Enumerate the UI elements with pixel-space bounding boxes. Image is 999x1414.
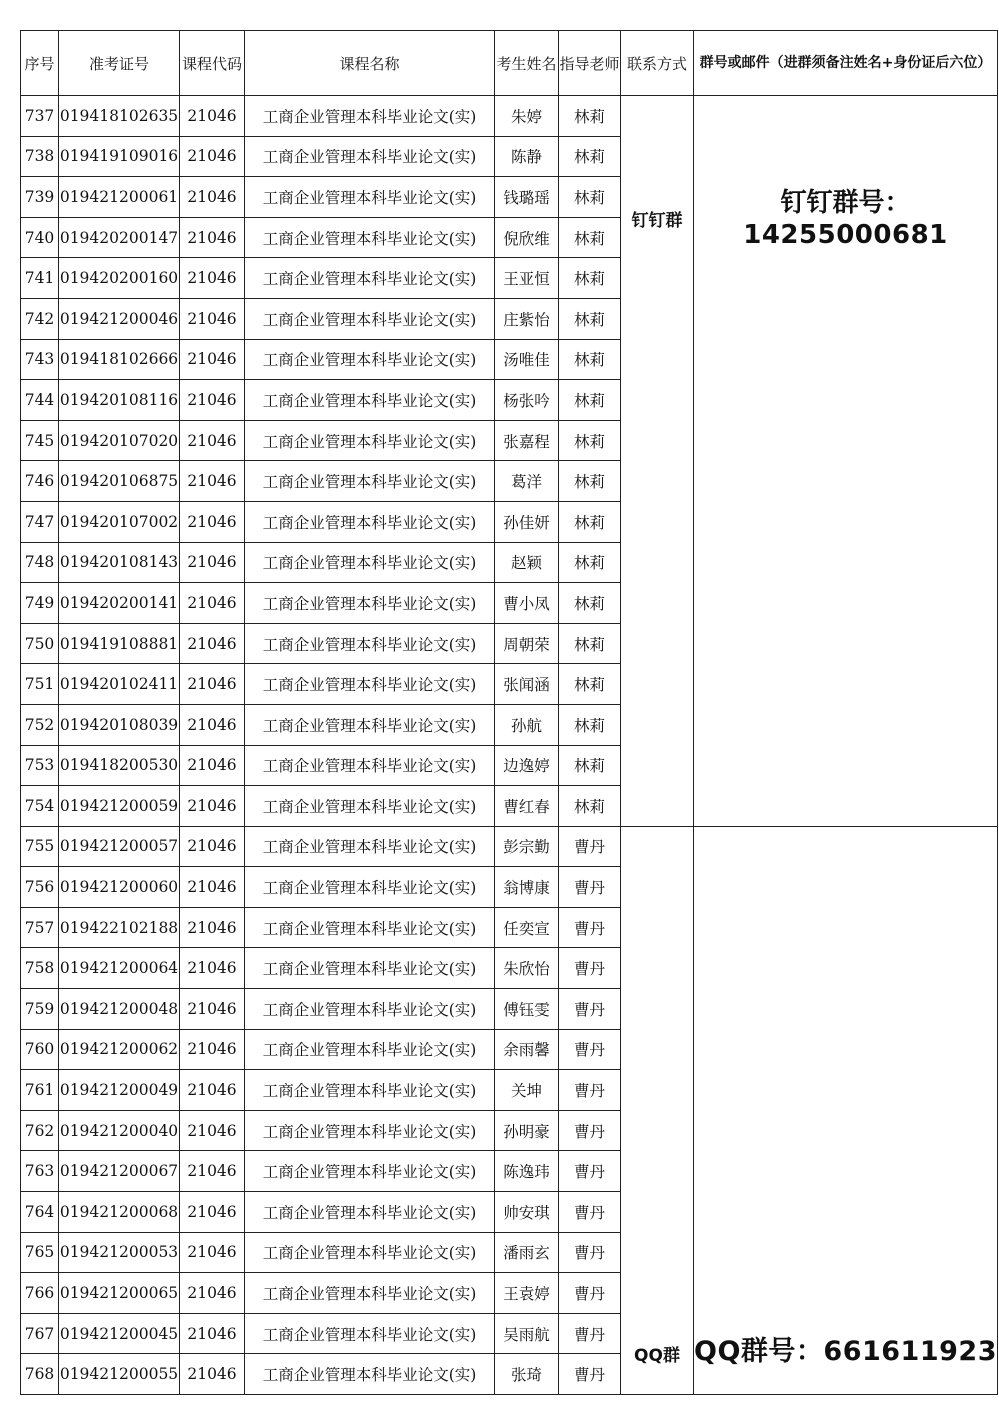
course-code-cell: 21046 <box>180 177 245 218</box>
course-name-cell: 工商企业管理本科毕业论文(实) <box>245 1354 495 1395</box>
course-code-cell: 21046 <box>180 786 245 827</box>
course-name-cell: 工商企业管理本科毕业论文(实) <box>245 258 495 299</box>
seq-cell: 759 <box>21 989 59 1030</box>
course-code-cell: 21046 <box>180 704 245 745</box>
advisor-cell: 林莉 <box>559 501 621 542</box>
advisor-cell: 林莉 <box>559 258 621 299</box>
course-name-cell: 工商企业管理本科毕业论文(实) <box>245 461 495 502</box>
course-name-cell: 工商企业管理本科毕业论文(实) <box>245 420 495 461</box>
course-code-cell: 21046 <box>180 583 245 624</box>
qq-group-number: 661611923 <box>823 1336 997 1367</box>
advisor-cell: 林莉 <box>559 96 621 137</box>
advisor-cell: 曹丹 <box>559 907 621 948</box>
exam-no-cell: 019421200055 <box>59 1354 180 1395</box>
course-name-cell: 工商企业管理本科毕业论文(实) <box>245 989 495 1030</box>
course-name-cell: 工商企业管理本科毕业论文(实) <box>245 1029 495 1070</box>
exam-no-cell: 019421200061 <box>59 177 180 218</box>
seq-cell: 750 <box>21 623 59 664</box>
student-name-cell: 曹红春 <box>495 786 559 827</box>
advisor-cell: 林莉 <box>559 380 621 421</box>
course-name-cell: 工商企业管理本科毕业论文(实) <box>245 1313 495 1354</box>
course-code-cell: 21046 <box>180 1110 245 1151</box>
student-name-cell: 关坤 <box>495 1070 559 1111</box>
student-name-cell: 孙航 <box>495 704 559 745</box>
seq-cell: 739 <box>21 177 59 218</box>
exam-no-cell: 019420106875 <box>59 461 180 502</box>
advisor-cell: 林莉 <box>559 704 621 745</box>
course-code-cell: 21046 <box>180 1273 245 1314</box>
header-seq: 序号 <box>21 31 59 96</box>
course-name-cell: 工商企业管理本科毕业论文(实) <box>245 704 495 745</box>
advisor-cell: 林莉 <box>559 745 621 786</box>
advisor-cell: 曹丹 <box>559 1029 621 1070</box>
advisor-cell: 林莉 <box>559 664 621 705</box>
exam-no-cell: 019420200160 <box>59 258 180 299</box>
advisor-cell: 曹丹 <box>559 1110 621 1151</box>
exam-no-cell: 019421200045 <box>59 1313 180 1354</box>
student-name-cell: 汤唯佳 <box>495 339 559 380</box>
advisor-cell: 曹丹 <box>559 948 621 989</box>
course-code-cell: 21046 <box>180 136 245 177</box>
course-code-cell: 21046 <box>180 664 245 705</box>
exam-no-cell: 019418200530 <box>59 745 180 786</box>
student-name-cell: 孙明豪 <box>495 1110 559 1151</box>
exam-no-cell: 019421200053 <box>59 1232 180 1273</box>
course-code-cell: 21046 <box>180 339 245 380</box>
seq-cell: 745 <box>21 420 59 461</box>
course-name-cell: 工商企业管理本科毕业论文(实) <box>245 664 495 705</box>
header-exam-no: 准考证号 <box>59 31 180 96</box>
exam-no-cell: 019420108116 <box>59 380 180 421</box>
student-name-cell: 朱婷 <box>495 96 559 137</box>
student-name-cell: 王亚恒 <box>495 258 559 299</box>
exam-no-cell: 019420108143 <box>59 542 180 583</box>
table-row <box>21 826 998 867</box>
qq-group-cell <box>694 826 998 1394</box>
course-code-cell: 21046 <box>180 1029 245 1070</box>
dingtalk-method-label: 钉钉群 <box>631 211 683 231</box>
advisor-cell: 曹丹 <box>559 867 621 908</box>
student-name-cell: 赵颖 <box>495 542 559 583</box>
exam-no-cell: 019421200049 <box>59 1070 180 1111</box>
exam-no-cell: 019422102188 <box>59 907 180 948</box>
course-code-cell: 21046 <box>180 1232 245 1273</box>
seq-cell: 760 <box>21 1029 59 1070</box>
seq-cell: 742 <box>21 298 59 339</box>
seq-cell: 754 <box>21 786 59 827</box>
student-name-cell: 葛洋 <box>495 461 559 502</box>
course-code-cell: 21046 <box>180 867 245 908</box>
seq-cell: 740 <box>21 217 59 258</box>
course-code-cell: 21046 <box>180 258 245 299</box>
student-name-cell: 张琦 <box>495 1354 559 1395</box>
course-code-cell: 21046 <box>180 948 245 989</box>
exam-no-cell: 019421200062 <box>59 1029 180 1070</box>
course-name-cell: 工商企业管理本科毕业论文(实) <box>245 826 495 867</box>
student-name-cell: 翁博康 <box>495 867 559 908</box>
course-name-cell: 工商企业管理本科毕业论文(实) <box>245 948 495 989</box>
course-code-cell: 21046 <box>180 1313 245 1354</box>
course-code-cell: 21046 <box>180 420 245 461</box>
course-name-cell: 工商企业管理本科毕业论文(实) <box>245 380 495 421</box>
course-name-cell: 工商企业管理本科毕业论文(实) <box>245 1151 495 1192</box>
student-name-cell: 周朝荣 <box>495 623 559 664</box>
advisor-cell: 林莉 <box>559 542 621 583</box>
qq-group-line <box>694 1329 997 1368</box>
advisor-cell: 曹丹 <box>559 1070 621 1111</box>
student-name-cell: 王袁婷 <box>495 1273 559 1314</box>
seq-cell: 766 <box>21 1273 59 1314</box>
student-name-cell: 吴雨航 <box>495 1313 559 1354</box>
seq-cell: 747 <box>21 501 59 542</box>
exam-no-cell: 019420107002 <box>59 501 180 542</box>
advisor-cell: 曹丹 <box>559 826 621 867</box>
advisor-cell: 林莉 <box>559 298 621 339</box>
seq-cell: 737 <box>21 96 59 137</box>
course-code-cell: 21046 <box>180 826 245 867</box>
seq-cell: 753 <box>21 745 59 786</box>
seq-cell: 761 <box>21 1070 59 1111</box>
qq-method-label: QQ群 <box>634 1346 680 1366</box>
qq-group-label: QQ群号： <box>694 1336 824 1367</box>
seq-cell: 743 <box>21 339 59 380</box>
exam-no-cell: 019421200059 <box>59 786 180 827</box>
course-name-cell: 工商企业管理本科毕业论文(实) <box>245 501 495 542</box>
course-name-cell: 工商企业管理本科毕业论文(实) <box>245 623 495 664</box>
advisor-cell: 林莉 <box>559 136 621 177</box>
advisor-cell: 林莉 <box>559 177 621 218</box>
student-name-cell: 杨张吟 <box>495 380 559 421</box>
exam-no-cell: 019421200068 <box>59 1192 180 1233</box>
student-name-cell: 边逸婷 <box>495 745 559 786</box>
course-name-cell: 工商企业管理本科毕业论文(实) <box>245 745 495 786</box>
header-student: 考生姓名 <box>495 31 559 96</box>
header-course-name: 课程名称 <box>245 31 495 96</box>
exam-no-cell: 019420200147 <box>59 217 180 258</box>
course-code-cell: 21046 <box>180 745 245 786</box>
advisor-cell: 曹丹 <box>559 1151 621 1192</box>
course-code-cell: 21046 <box>180 298 245 339</box>
course-name-cell: 工商企业管理本科毕业论文(实) <box>245 1232 495 1273</box>
seq-cell: 741 <box>21 258 59 299</box>
course-name-cell: 工商企业管理本科毕业论文(实) <box>245 1070 495 1111</box>
student-name-cell: 孙佳妍 <box>495 501 559 542</box>
student-name-cell: 傅钰雯 <box>495 989 559 1030</box>
contact-method-dingtalk <box>621 96 694 827</box>
student-name-cell: 陈静 <box>495 136 559 177</box>
advisor-cell: 林莉 <box>559 339 621 380</box>
exam-no-cell: 019418102635 <box>59 96 180 137</box>
seq-cell: 738 <box>21 136 59 177</box>
seq-cell: 751 <box>21 664 59 705</box>
student-name-cell: 朱欣怡 <box>495 948 559 989</box>
advisor-cell: 曹丹 <box>559 1192 621 1233</box>
contact-method-qq <box>621 826 694 1394</box>
course-name-cell: 工商企业管理本科毕业论文(实) <box>245 786 495 827</box>
course-name-cell: 工商企业管理本科毕业论文(实) <box>245 339 495 380</box>
header-contact: 联系方式 <box>621 31 694 96</box>
course-name-cell: 工商企业管理本科毕业论文(实) <box>245 136 495 177</box>
dingtalk-group-number: 14255000681 <box>743 220 948 250</box>
course-code-cell: 21046 <box>180 1070 245 1111</box>
exam-no-cell: 019421200040 <box>59 1110 180 1151</box>
advisor-cell: 曹丹 <box>559 989 621 1030</box>
student-roster-table <box>20 30 998 1395</box>
course-code-cell: 21046 <box>180 96 245 137</box>
course-code-cell: 21046 <box>180 542 245 583</box>
exam-no-cell: 019421200057 <box>59 826 180 867</box>
student-name-cell: 陈逸玮 <box>495 1151 559 1192</box>
exam-no-cell: 019421200064 <box>59 948 180 989</box>
advisor-cell: 曹丹 <box>559 1354 621 1395</box>
course-code-cell: 21046 <box>180 217 245 258</box>
course-code-cell: 21046 <box>180 380 245 421</box>
course-code-cell: 21046 <box>180 1354 245 1395</box>
header-row <box>21 31 998 96</box>
course-code-cell: 21046 <box>180 461 245 502</box>
table-row <box>21 96 998 137</box>
exam-no-cell: 019420200141 <box>59 583 180 624</box>
student-name-cell: 潘雨玄 <box>495 1232 559 1273</box>
dingtalk-group-label: 钉钉群号： <box>780 188 911 218</box>
course-name-cell: 工商企业管理本科毕业论文(实) <box>245 217 495 258</box>
seq-cell: 765 <box>21 1232 59 1273</box>
student-name-cell: 余雨馨 <box>495 1029 559 1070</box>
header-advisor: 指导老师 <box>559 31 621 96</box>
student-name-cell: 钱璐瑶 <box>495 177 559 218</box>
exam-no-cell: 019421200067 <box>59 1151 180 1192</box>
seq-cell: 768 <box>21 1354 59 1395</box>
advisor-cell: 林莉 <box>559 786 621 827</box>
exam-no-cell: 019419108881 <box>59 623 180 664</box>
course-code-cell: 21046 <box>180 623 245 664</box>
course-name-cell: 工商企业管理本科毕业论文(实) <box>245 907 495 948</box>
advisor-cell: 林莉 <box>559 583 621 624</box>
student-name-cell: 庄紫怡 <box>495 298 559 339</box>
course-name-cell: 工商企业管理本科毕业论文(实) <box>245 1273 495 1314</box>
student-name-cell: 张嘉程 <box>495 420 559 461</box>
seq-cell: 758 <box>21 948 59 989</box>
course-code-cell: 21046 <box>180 1192 245 1233</box>
seq-cell: 755 <box>21 826 59 867</box>
dingtalk-group-cell <box>694 96 998 827</box>
seq-cell: 762 <box>21 1110 59 1151</box>
student-name-cell: 彭宗勤 <box>495 826 559 867</box>
course-name-cell: 工商企业管理本科毕业论文(实) <box>245 96 495 137</box>
seq-cell: 749 <box>21 583 59 624</box>
student-name-cell: 任奕宣 <box>495 907 559 948</box>
student-name-cell: 张闻涵 <box>495 664 559 705</box>
student-name-cell: 帅安琪 <box>495 1192 559 1233</box>
student-name-cell: 曹小凤 <box>495 583 559 624</box>
exam-no-cell: 019421200060 <box>59 867 180 908</box>
course-name-cell: 工商企业管理本科毕业论文(实) <box>245 1110 495 1151</box>
course-code-cell: 21046 <box>180 907 245 948</box>
course-code-cell: 21046 <box>180 501 245 542</box>
exam-no-cell: 019421200048 <box>59 989 180 1030</box>
advisor-cell: 林莉 <box>559 461 621 502</box>
course-code-cell: 21046 <box>180 989 245 1030</box>
exam-no-cell: 019420107020 <box>59 420 180 461</box>
exam-no-cell: 019421200065 <box>59 1273 180 1314</box>
seq-cell: 756 <box>21 867 59 908</box>
course-name-cell: 工商企业管理本科毕业论文(实) <box>245 298 495 339</box>
course-name-cell: 工商企业管理本科毕业论文(实) <box>245 177 495 218</box>
course-name-cell: 工商企业管理本科毕业论文(实) <box>245 1192 495 1233</box>
seq-cell: 757 <box>21 907 59 948</box>
exam-no-cell: 019418102666 <box>59 339 180 380</box>
seq-cell: 748 <box>21 542 59 583</box>
advisor-cell: 曹丹 <box>559 1313 621 1354</box>
course-name-cell: 工商企业管理本科毕业论文(实) <box>245 542 495 583</box>
exam-no-cell: 019420108039 <box>59 704 180 745</box>
advisor-cell: 曹丹 <box>559 1273 621 1314</box>
advisor-cell: 林莉 <box>559 420 621 461</box>
header-group-or-email: 群号或邮件（进群须备注姓名+身份证后六位） <box>694 31 998 96</box>
seq-cell: 744 <box>21 380 59 421</box>
advisor-cell: 林莉 <box>559 217 621 258</box>
seq-cell: 752 <box>21 704 59 745</box>
exam-no-cell: 019419109016 <box>59 136 180 177</box>
exam-no-cell: 019420102411 <box>59 664 180 705</box>
course-name-cell: 工商企业管理本科毕业论文(实) <box>245 867 495 908</box>
advisor-cell: 曹丹 <box>559 1232 621 1273</box>
student-name-cell: 倪欣维 <box>495 217 559 258</box>
seq-cell: 764 <box>21 1192 59 1233</box>
advisor-cell: 林莉 <box>559 623 621 664</box>
exam-no-cell: 019421200046 <box>59 298 180 339</box>
seq-cell: 767 <box>21 1313 59 1354</box>
seq-cell: 763 <box>21 1151 59 1192</box>
seq-cell: 746 <box>21 461 59 502</box>
header-course-code: 课程代码 <box>180 31 245 96</box>
course-code-cell: 21046 <box>180 1151 245 1192</box>
course-name-cell: 工商企业管理本科毕业论文(实) <box>245 583 495 624</box>
table-body <box>21 96 998 1395</box>
